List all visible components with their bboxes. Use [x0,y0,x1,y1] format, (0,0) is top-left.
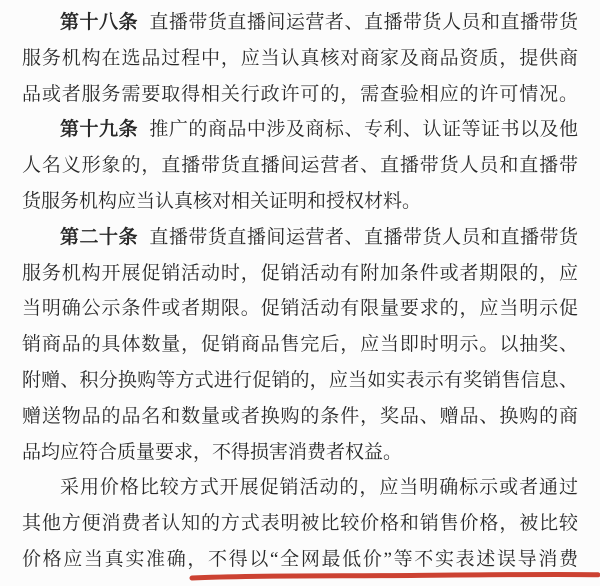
text-line [22,256,578,292]
text-line [22,77,578,113]
line-text: 货服务机构应当认真核对相关证明和授权材料。 [22,190,422,212]
article-number: 第十八条 [60,12,139,33]
text-line [22,291,578,327]
text-line [22,399,578,435]
text-line [22,363,578,399]
line-text: 销商品的具体数量，促销商品售完后，应当即时明示。以抽奖、 [22,334,578,356]
text-line [22,327,578,363]
text-line [22,435,578,471]
article-number: 第二十条 [60,226,139,248]
text-line-paragraph-start [22,470,578,506]
text-line [22,506,578,542]
text-line-article-20-start [22,220,578,256]
line-text: 人名义形象的，直播带货直播间运营者、直播带货人员和直播带 [22,155,578,177]
text-line-article-19-start [22,112,578,148]
underlined-text: 不得以“全网最低价”等不实表述误导消费 [208,548,578,570]
text-line-with-highlight [22,542,578,578]
line-text: 品或者服务需要取得相关行政许可的，需查验相应的许可情况。 [22,83,578,105]
line-text: 采用价格比较方式开展促销活动的，应当明确标示或者通过 [60,477,578,499]
line-text: 价格应当真实准确， [22,548,209,570]
text-line [22,41,578,77]
line-text: 服务机构开展促销活动时，促销活动有附加条件或者期限的，应 [22,262,578,284]
line-text: 附赠、积分换购等方式进行促销的，应当如实表示有奖销售信息、 [22,369,578,391]
line-text: 赠送物品的品名和数量或者换购的条件，奖品、赠品、换购的商 [22,405,578,427]
line-text: 当明确公示条件或者期限。促销活动有限量要求的，应当明示促 [22,298,578,320]
line-text: 推广的商品中涉及商标、专利、认证等证书以及他 [149,119,578,141]
line-text: 直播带货直播间运营者、直播带货人员和直播带货 [149,12,578,33]
article-number: 第十九条 [60,119,139,141]
line-text: 服务机构在选品过程中，应当认真核对商家及商品资质，提供商 [22,47,578,69]
line-text: 其他方便消费者认知的方式表明被比较价格和销售价格，被比较 [22,513,578,535]
text-line [22,184,578,220]
text-line [22,148,578,184]
text-line-article-18-start [22,5,578,41]
line-text: 品均应符合质量要求，不得损害消费者权益。 [22,441,403,463]
line-text: 直播带货直播间运营者、直播带货人员和直播带货 [149,226,578,248]
